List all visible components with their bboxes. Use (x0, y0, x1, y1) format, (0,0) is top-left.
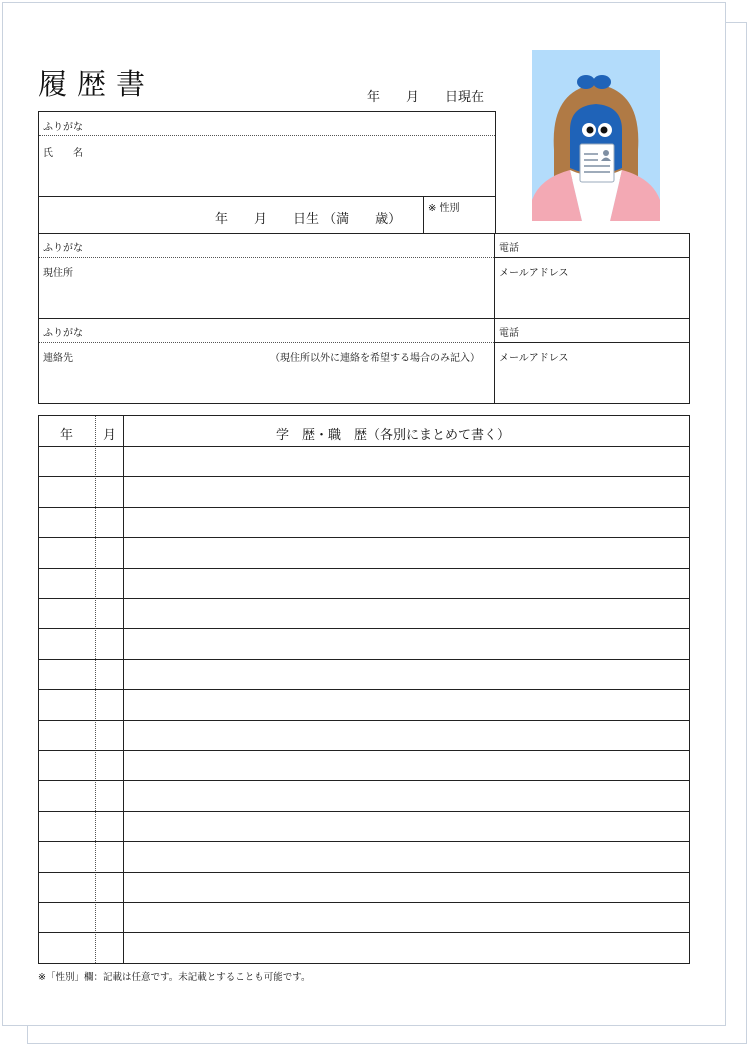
contact-phone-email-divider (495, 342, 689, 343)
birth-date-text: 年 月 日生 （満 歳） (215, 212, 402, 227)
history-row-line (39, 507, 689, 508)
history-row-line (39, 811, 689, 812)
name-label: 氏 名 (43, 148, 83, 159)
photo-placeholder (532, 50, 660, 221)
history-row-line (39, 537, 689, 538)
history-year-header: 年 (60, 428, 74, 443)
history-row-line (39, 750, 689, 751)
history-month-header: 月 (103, 428, 117, 443)
address-label: 現住所 (43, 268, 73, 279)
address-box (38, 233, 690, 319)
history-row-line (39, 932, 689, 933)
contact-furigana-divider (39, 342, 494, 343)
address-phone-email-divider (495, 257, 689, 258)
history-row-line (39, 720, 689, 721)
name-furigana-label: ふりがな (43, 122, 83, 133)
history-row-line (39, 659, 689, 660)
history-row-line (39, 446, 689, 447)
document-title: 履歴書 (38, 67, 156, 101)
as-of-date: 年 月 日現在 (367, 90, 485, 105)
address-phone-divider (494, 233, 495, 319)
contact-furigana-label: ふりがな (43, 328, 83, 339)
contact-phone-divider (494, 318, 495, 404)
history-row-line (39, 568, 689, 569)
avatar-illustration-icon (532, 50, 660, 221)
history-content-header: 学 歴・職 歴（各別にまとめて書く） (276, 428, 511, 443)
history-row-line (39, 841, 689, 842)
history-row-line (39, 872, 689, 873)
name-divider (39, 196, 495, 197)
gender-label: ※ 性別 (428, 203, 460, 214)
gender-divider (423, 196, 424, 234)
name-furigana-divider (39, 135, 495, 136)
history-row-line (39, 902, 689, 903)
address-phone-label: 電話 (499, 243, 519, 254)
gender-footnote: ※「性別」欄：記載は任意です。未記載とすることも可能です。 (38, 972, 311, 983)
history-row-line (39, 689, 689, 690)
contact-email-label: メールアドレス (499, 353, 569, 364)
address-furigana-label: ふりがな (43, 243, 83, 254)
contact-phone-label: 電話 (499, 328, 519, 339)
address-email-label: メールアドレス (499, 268, 569, 279)
contact-note: （現住所以外に連絡を希望する場合のみ記入） (270, 353, 480, 364)
history-row-line (39, 780, 689, 781)
history-row-line (39, 598, 689, 599)
history-row-line (39, 628, 689, 629)
contact-label: 連絡先 (43, 353, 73, 364)
history-row-line (39, 476, 689, 477)
address-furigana-divider (39, 257, 494, 258)
